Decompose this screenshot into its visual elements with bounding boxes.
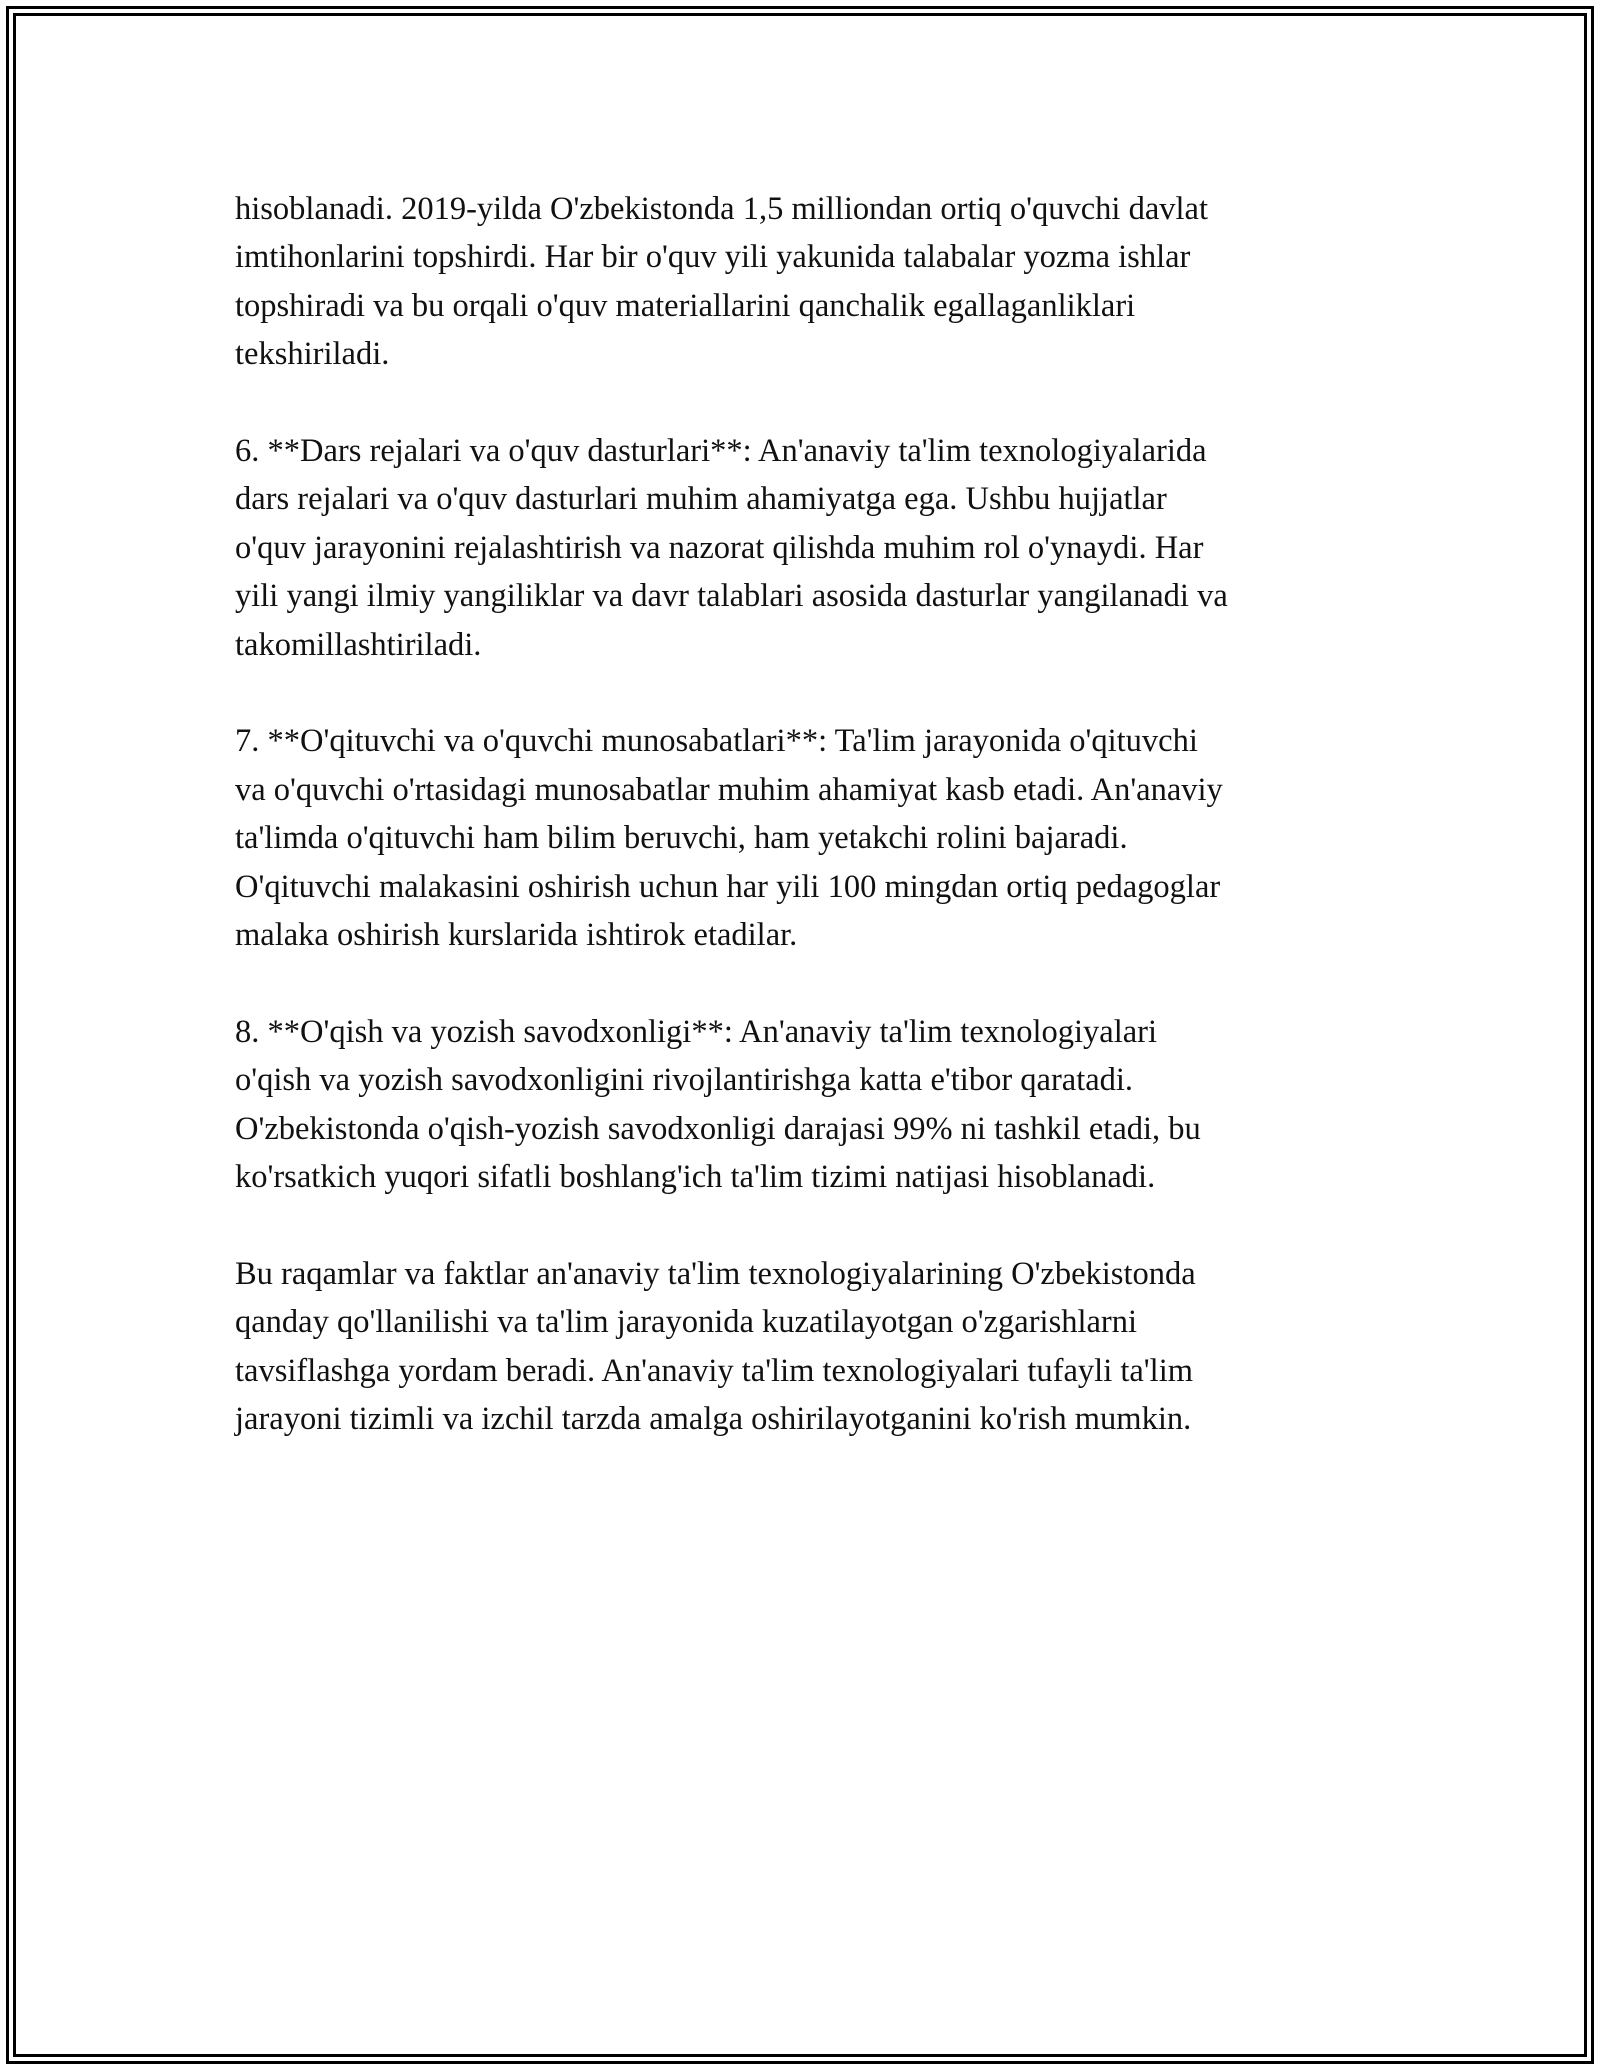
paragraph-item-6: 6. **Dars rejalari va o'quv dasturlari**: An'anaviy ta'lim texnologiyalarida dars rejalari va o'quv dasturlari muhim ahamiyatga ega. Ushbu hujjatlar o'quv jarayonini rejalashtirish va nazorat qilishda muhim rol o'ynaydi. Har yili yangi ilmiy yangiliklar va davr talablari asosida dasturlar yangilanadi va takomillashtiriladi. — [235, 433, 1228, 663]
document-body — [235, 185, 1375, 1444]
paragraph-item-7: 7. **O'qituvchi va o'quvchi munosabatlari**: Ta'lim jarayonida o'qituvchi va o'quvchi o'rtasidagi munosabatlar muhim ahamiyat kasb etadi. An'anaviy ta'limda o'qituvchi ham bilim beruvchi, ham yetakchi rolini bajaradi. O'qituvchi malakasini oshirish uchun har yili 100 mingdan ortiq pedagoglar malaka oshirish kurslarida ishtirok etadilar. — [235, 723, 1223, 954]
paragraph-conclusion: Bu raqamlar va faktlar an'anaviy ta'lim texnologiyalarining O'zbekistonda qanday qo'llanilishi va ta'lim jarayonida kuzatilayotgan o'zgarishlarni tavsiflashga yordam beradi. An'anaviy ta'lim texnologiyalari tufayli ta'lim jarayoni tizimli va izchil tarzda amalga oshirilayotganini ko'rish mumkin. — [235, 1255, 1196, 1438]
paragraph-continuation: hisoblanadi. 2019-yilda O'zbekistonda 1,5 milliondan ortiq o'quvchi davlat imtihonlarini topshirdi. Har bir o'quv yili yakunida talabalar yozma ishlar topshiradi va bu orqali o'quv materiallarini qanchalik egallaganliklari tekshiriladi. — [235, 191, 1209, 373]
paragraph-item-8: 8. **O'qish va yozish savodxonligi**: An'anaviy ta'lim texnologiyalari o'qish va yozish savodxonligini rivojlantirishga katta e'tibor qaratadi. O'zbekistonda o'qish-yozish savodxonligi darajasi 99% ni tashkil etadi, bu ko'rsatkich yuqori sifatli boshlang'ich ta'lim tizimi natijasi hisoblanadi. — [235, 1013, 1201, 1196]
